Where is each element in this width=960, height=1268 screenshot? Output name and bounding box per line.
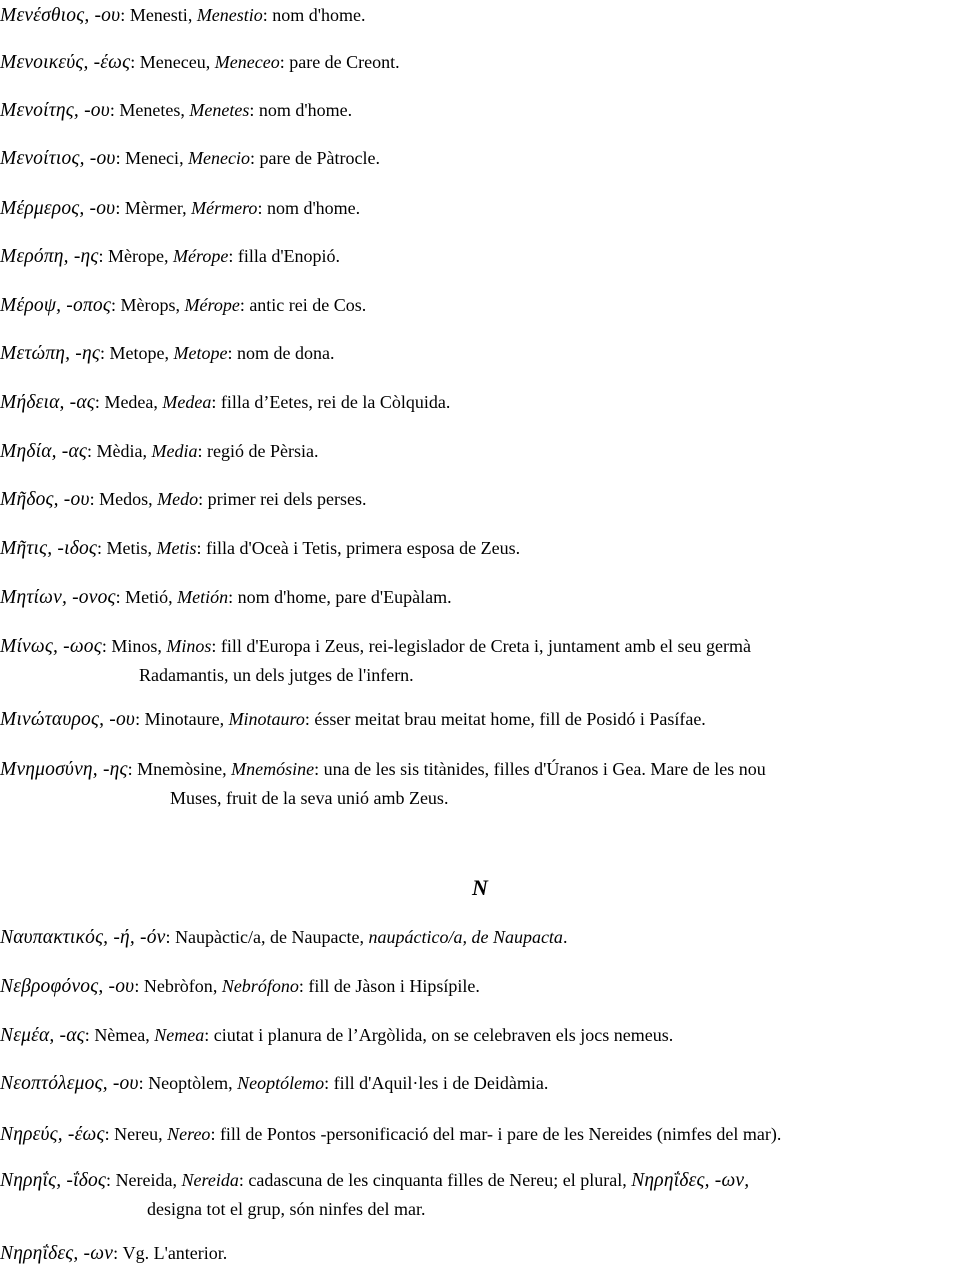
headword: Μερόπη, -ης [0, 246, 99, 267]
catalan-name: Medos [99, 489, 149, 509]
catalan-name: Naupàctic/a, de Naupacte, [175, 927, 369, 947]
spanish-name: Menecio [188, 148, 251, 168]
entry-menoites: Μενοίτης, -ου: Menetes, Menetes: nom d'home. [0, 100, 353, 121]
headword: Μέρμερος, -ου [0, 198, 116, 219]
headword: Νεμέα, -ας [0, 1025, 85, 1046]
spanish-name: Nemea [154, 1025, 205, 1045]
headword: Νηρηΐδες, -ων [0, 1243, 114, 1264]
headword: Μνημοσύνη, -ης [0, 759, 128, 780]
headword: Μενοικεύς, -έως [0, 52, 131, 73]
catalan-name: Mèrmer [124, 198, 183, 218]
definition: : fill de Pontos -personificació del mar- i pare de les Nereides (nimfes del mar). [210, 1124, 782, 1144]
definition: : fill d'Europa i Zeus, rei-legislador de Creta i, juntament amb el seu germà [211, 636, 751, 656]
entry-medos: Μῆδος, -ου: Medos, Medo: primer rei dels perses. [0, 489, 367, 510]
definition: : filla d'Oceà i Tetis, primera esposa de Zeus. [196, 538, 521, 558]
catalan-name: Minotaure [144, 709, 220, 729]
spanish-name: Mérope [173, 246, 229, 266]
definition: : cadascuna de les cinquanta filles de Nereu; el plural, [238, 1170, 632, 1190]
headword: Μίνως, -ωος [0, 636, 102, 657]
spanish-name: Minos [166, 636, 212, 656]
definition: : nom d'home. [249, 100, 353, 120]
entry-menesthios: Μενέσθιος, -ου: Menesti, Menestio: nom d'home. [0, 5, 366, 26]
definition: : ciutat i planura de l’Argòlida, on se celebraven els jocs nemeus. [204, 1025, 674, 1045]
definition: : nom d'home. [257, 198, 361, 218]
entry-neoptolemos: Νεοπτόλεμος, -ου: Neoptòlem, Neoptólemo: fill d'Aquil·les i de Deidàmia. [0, 1073, 549, 1094]
headword: Νεοπτόλεμος, -ου [0, 1073, 139, 1094]
definition-continuation: Muses, fruit de la seva unió amb Zeus. [170, 788, 449, 808]
catalan-name: Metis [106, 538, 148, 558]
spanish-name: Menestio [196, 5, 263, 25]
headword: Ναυπακτικός, -ή, -όν [0, 927, 166, 948]
headword: Μινώταυρος, -ου [0, 709, 136, 730]
spanish-name: Nereida [181, 1170, 239, 1190]
catalan-name: Mèrope [108, 246, 165, 266]
catalan-name: Mèrops [120, 295, 176, 315]
headword: Μηδία, -ας [0, 441, 88, 462]
entry-nereis: Νηρηΐς, -ΐδος: Nereida, Nereida: cadascuna de les cinquanta filles de Nereu; el plural, Νηρηΐδες, -ων, designa tot el grup, són ninfes del mar. [0, 1166, 960, 1223]
headword: Μέροψ, -οπος [0, 295, 111, 316]
definition: : primer rei dels perses. [198, 489, 367, 509]
entry-menoitios: Μενοίτιος, -ου: Meneci, Menecio: pare de Pàtrocle. [0, 148, 380, 169]
headword: Μετώπη, -ης [0, 343, 100, 364]
catalan-name: Metió [125, 587, 169, 607]
definition-continuation: Radamantis, un dels jutges de l'infern. [139, 665, 414, 685]
headword: Μήδεια, -ας [0, 392, 95, 413]
definition-continuation: designa tot el grup, són ninfes del mar. [147, 1199, 426, 1219]
headword: Μενοίτης, -ου [0, 100, 110, 121]
definition: : una de les sis titànides, filles d'Úranos i Gea. Mare de les nou [314, 759, 766, 779]
entry-media: Μηδία, -ας: Mèdia, Media: regió de Pèrsia. [0, 441, 319, 462]
headword: Νηρεύς, -έως [0, 1124, 105, 1145]
spanish-name: Metión [177, 587, 229, 607]
spanish-name: Medo [157, 489, 199, 509]
catalan-name: Menetes [119, 100, 181, 120]
entry-minotauros: Μινώταυρος, -ου: Minotaure, Minotauro: ésser meitat brau meitat home, fill de Posidó i Pasífae. [0, 709, 706, 730]
definition: : fill d'Aquil·les i de Deidàmia. [324, 1073, 549, 1093]
catalan-name: Minos [111, 636, 158, 656]
headword: Μητίων, -ονος [0, 587, 116, 608]
spanish-name: Mérope [184, 295, 240, 315]
definition: : nom de dona. [227, 343, 335, 363]
entry-nemea: Νεμέα, -ας: Nèmea, Nemea: ciutat i planura de l’Argòlida, on se celebraven els jocs nemeus. [0, 1025, 674, 1046]
entry-naupaktikos: Ναυπακτικός, -ή, -όν: Naupàctic/a, de Naupacte, naupáctico/a, de Naupacta. [0, 927, 568, 948]
spanish-name: naupáctico/a, de Naupacta [368, 927, 563, 947]
headword: Νηρηΐς, -ΐδος [0, 1170, 107, 1191]
spanish-name: Media [151, 441, 198, 461]
catalan-name: Meneci [125, 148, 180, 168]
definition: . [562, 927, 568, 947]
catalan-name: Menesti [129, 5, 188, 25]
entry-medeia: Μήδεια, -ας: Medea, Medea: filla d’Eetes, rei de la Còlquida. [0, 392, 451, 413]
headword: Μῆδος, -ου [0, 489, 90, 510]
entry-mnemosyne: Μνημοσύνη, -ης: Mnemòsine, Mnemósine: una de les sis titànides, filles d'Úranos i Gea. Mare de les nou Muses, fruit de la seva unió amb Zeus. [0, 755, 960, 812]
entry-merope: Μερόπη, -ης: Mèrope, Mérope: filla d'Enopió. [0, 246, 341, 267]
catalan-name: Mèdia [96, 441, 143, 461]
entry-minos: Μίνως, -ωος: Minos, Minos: fill d'Europa i Zeus, rei-legislador de Creta i, juntament amb el seu germà Radamantis, un dels jutges de l'infern. [0, 632, 960, 689]
spanish-name: Nereo [167, 1124, 211, 1144]
headword: Μῆτις, -ιδος [0, 538, 98, 559]
catalan-name: Neoptòlem [148, 1073, 229, 1093]
catalan-name: Nereida [115, 1170, 173, 1190]
catalan-name: Meneceu [139, 52, 206, 72]
definition: : filla d'Enopió. [228, 246, 341, 266]
spanish-name: Menetes [189, 100, 250, 120]
catalan-name: Medea [104, 392, 154, 412]
entry-mermeros: Μέρμερος, -ου: Mèrmer, Mérmero: nom d'home. [0, 198, 361, 219]
definition: : regió de Pèrsia. [197, 441, 319, 461]
headword: Νεβροφόνος, -ου [0, 976, 135, 997]
section-letter: N [472, 875, 488, 900]
cross-reference: Vg. L'anterior. [122, 1243, 228, 1263]
definition: : pare de Creont. [279, 52, 400, 72]
definition: : pare de Pàtrocle. [250, 148, 380, 168]
spanish-name: Meneceo [214, 52, 280, 72]
definition: : nom d'home. [262, 5, 366, 25]
spanish-name: Medea [162, 392, 212, 412]
spanish-name: Mérmero [191, 198, 258, 218]
entry-nereides: Νηρηΐδες, -ων: Vg. L'anterior. [0, 1243, 228, 1264]
entry-menoikeus: Μενοικεύς, -έως: Meneceu, Meneceo: pare de Creont. [0, 52, 400, 73]
entry-merops: Μέροψ, -οπος: Mèrops, Mérope: antic rei de Cos. [0, 295, 367, 316]
headword-plural: Νηρηΐδες, -ων, [631, 1170, 750, 1191]
entry-nebrophonos: Νεβροφόνος, -ου: Nebròfon, Nebrófono: fill de Jàson i Hipsípile. [0, 976, 480, 997]
definition: : antic rei de Cos. [239, 295, 367, 315]
spanish-name: Neoptólemo [237, 1073, 325, 1093]
headword: Μενέσθιος, -ου [0, 5, 121, 26]
definition: : filla d’Eetes, rei de la Còlquida. [211, 392, 451, 412]
spanish-name: Mnemósine [231, 759, 315, 779]
catalan-name: Mnemòsine [137, 759, 223, 779]
catalan-name: Nereu [114, 1124, 159, 1144]
entry-metis: Μῆτις, -ιδος: Metis, Metis: filla d'Oceà i Tetis, primera esposa de Zeus. [0, 538, 521, 559]
entry-metion: Μητίων, -ονος: Metió, Metión: nom d'home, pare d'Eupàlam. [0, 587, 452, 608]
headword: Μενοίτιος, -ου [0, 148, 116, 169]
catalan-name: Metope [109, 343, 165, 363]
spanish-name: Nebrófono [221, 976, 299, 996]
spanish-name: Metope [173, 343, 228, 363]
definition: : ésser meitat brau meitat home, fill de Posidó i Pasífae. [304, 709, 706, 729]
spanish-name: Metis [156, 538, 197, 558]
spanish-name: Minotauro [228, 709, 305, 729]
entry-nereus: Νηρεύς, -έως: Nereu, Nereo: fill de Pontos -personificació del mar- i pare de les Nereides (nimfes del mar). [0, 1124, 782, 1145]
entry-metope: Μετώπη, -ης: Metope, Metope: nom de dona. [0, 343, 335, 364]
definition: : nom d'home, pare d'Eupàlam. [228, 587, 452, 607]
catalan-name: Nebròfon [143, 976, 213, 996]
catalan-name: Nèmea [94, 1025, 146, 1045]
definition: : fill de Jàson i Hipsípile. [298, 976, 480, 996]
